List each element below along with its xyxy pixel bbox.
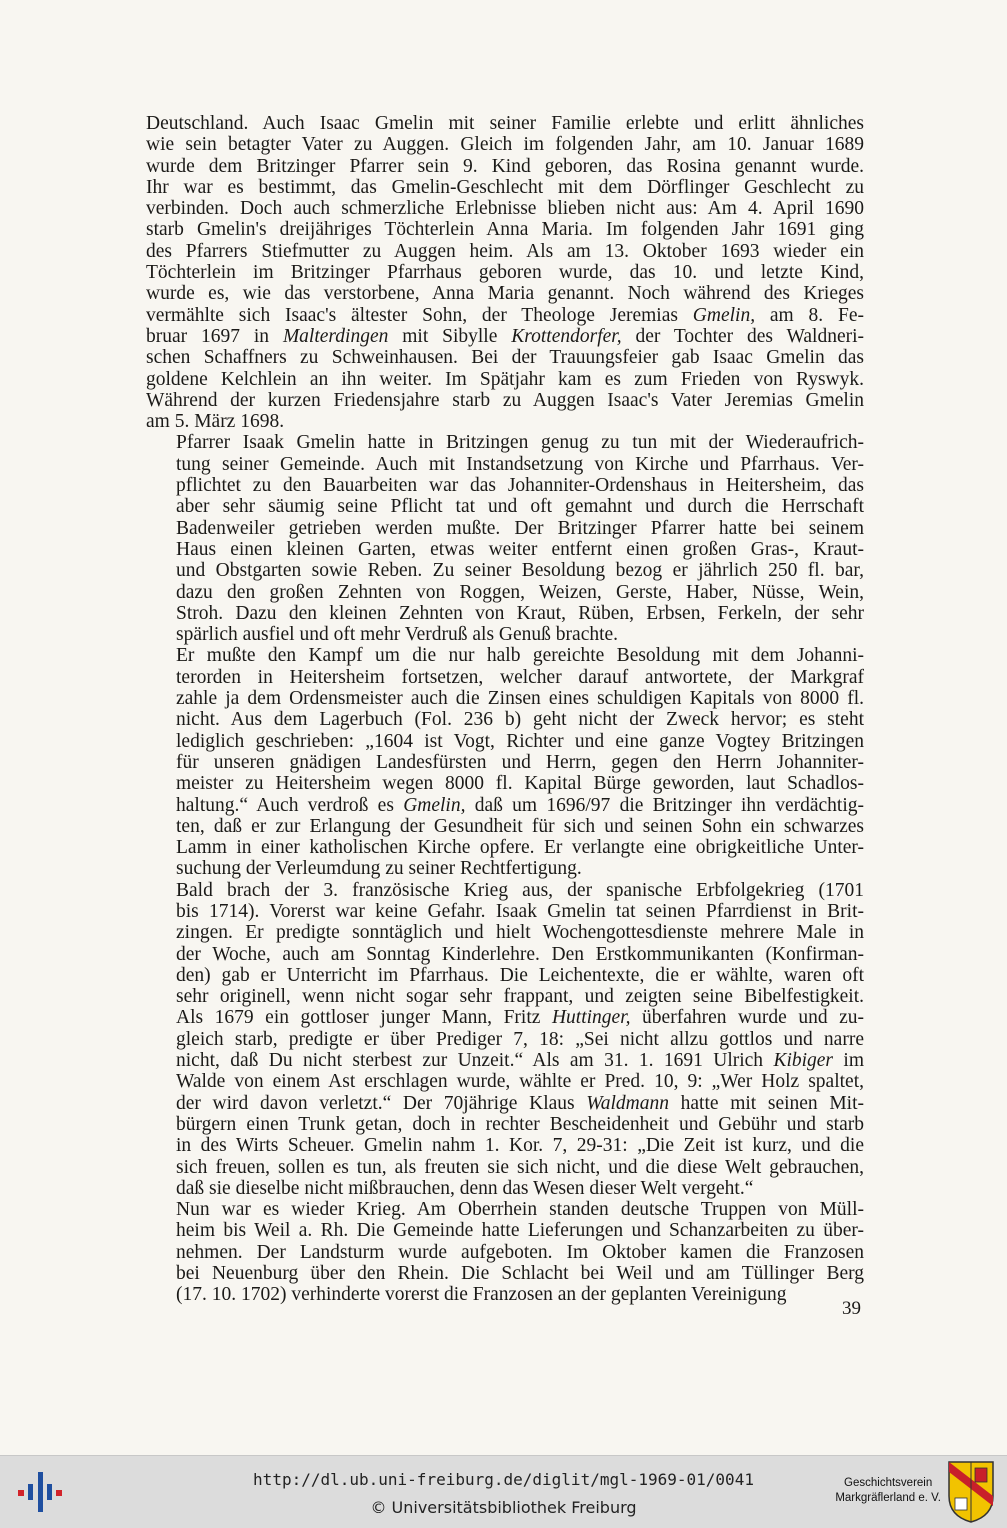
text-line: spärlich ausfiel und oft mehr Verdruß als Genuß brachte. [176,624,619,646]
text-line: pflichtet zu den Bauarbeiten war das Johanniter-Ordenshaus in Heitersheim, das [176,475,864,497]
text-line: vermählte sich Isaac's ältester Sohn, der Theologe Jeremias Gmelin, am 8. Fe- [146,304,864,326]
paragraph [146,880,864,1199]
text-line: und Obstgarten sowie Reben. Zu seiner Besoldung bezog er jährlich 250 fl. bar, [176,560,864,582]
body-text [146,113,864,1306]
text-line: daß sie dieselbe nicht mißbrauchen, denn das Wesen dieser Welt vergeht.“ [176,1177,754,1199]
paragraph [146,645,864,879]
text-line: am 5. März 1698. [146,411,285,433]
text-line: bürgern einen Trunk getan, doch in rechter Bescheidenheit und Gebühr und starb [176,1113,864,1135]
text-line: sehr originell, wenn nicht sogar sehr frappant, und zeigten seine Bibelfestigkeit. [176,986,864,1008]
text-line: Deutschland. Auch Isaac Gmelin mit seiner Familie erlebte und erlitt ähnliches [146,113,864,134]
text-line: zahle ja dem Ordensmeister auch die Zinsen eines schuldigen Kapitals von 8000 fl. [176,688,864,710]
text-line: wurde es, wie das verstorbene, Anna Maria genannt. Noch während des Krieges [146,283,864,305]
text-line: Töchterlein im Britzinger Pfarrhaus geboren wurde, das 10. und letzte Kind, [146,262,864,284]
text-line: Nun war es wieder Krieg. Am Oberrhein standen deutsche Truppen von Müll- [176,1199,864,1221]
text-line: bei Neuenburg über den Rhein. Die Schlacht bei Weil und am Tüllinger Berg [176,1263,864,1285]
text-line: terorden in Heitersheim fortsetzen, welcher darauf antwortete, der Markgraf [176,666,864,688]
text-line: den) gab er Unterricht im Pfarrhaus. Die Leichentexte, die er wählte, waren oft [176,964,864,986]
text-line: ten, daß er zur Erlangung der Gesundheit für sich und seinen Sohn ein schwarzes [176,815,864,837]
text-line: Haus einen kleinen Garten, etwas weiter entfernt einen großen Gras-, Kraut- [176,538,864,560]
text-line: starb Gmelin's dreijähriges Töchterlein Anna Maria. Im folgenden Jahr 1691 ging [146,219,864,241]
text-line: haltung.“ Auch verdroß es Gmelin, daß um 1696/97 die Britzinger ihn verdächtig- [176,794,864,816]
paragraph [146,113,864,432]
text-line: wie sein betagter Vater zu Auggen. Gleich im folgenden Jahr, am 10. Januar 1689 [146,134,864,156]
text-line: Ihr war es bestimmt, das Gmelin-Geschlecht mit dem Dörflinger Geschlecht zu [146,176,864,198]
text-line: schen Schaffners zu Schweinhausen. Bei der Trauungsfeier gab Isaac Gmelin das [146,347,864,369]
italic-name: Waldmann [586,1092,669,1114]
society-name [835,1476,941,1506]
paragraph [146,1199,864,1305]
text-line: nicht. Aus dem Lagerbuch (Fol. 236 b) geht nicht der Zweck hervor; es steht [176,709,864,731]
text-line: heim bis Weil a. Rh. Die Gemeinde hatte Lieferungen und Schanzarbeiten zu über- [176,1220,864,1242]
italic-name: Huttinger, [551,1007,631,1029]
coat-of-arms-icon [947,1460,995,1524]
source-url-link[interactable]: http://dl.ub.uni-freiburg.de/diglit/mgl-1969-01/0041 [253,1470,754,1489]
text-line: Während der kurzen Friedensjahre starb zu Auggen Isaac's Vater Jeremias Gmelin [146,389,864,411]
text-line: wurde dem Britzinger Pfarrer sein 9. Kind geboren, das Rosina genannt wurde. [146,155,864,177]
text-line: dazu den großen Zehnten von Roggen, Weizen, Gerste, Haber, Nüsse, Wein, [176,581,864,603]
text-line: Lamm in einer katholischen Kirche opfere. Er verlangte eine obrigkeitliche Unter- [176,837,864,859]
page-number: 39 [842,1298,861,1319]
society-name-line1: Geschichtsverein [844,1477,933,1489]
text-line: der Woche, auch am Sonntag Kinderlehre. Den Erstkommunikanten (Konfirman- [176,943,864,965]
society-name-line2: Markgräflerland e. V. [835,1492,941,1504]
text-line: bis 1714). Vorerst war keine Gefahr. Isaak Gmelin tat seinen Pfarrdienst in Brit- [176,900,864,922]
italic-name: Gmelin, [403,794,466,816]
text-line: aber sehr säumig seine Pflicht tat und oft gemahnt und durch die Herrschaft [176,496,864,518]
text-line: Er mußte den Kampf um die nur halb gereichte Besoldung mit dem Johanni- [176,645,864,667]
italic-name: Krottendorfer, [511,325,622,347]
text-line: Bald brach der 3. französische Krieg aus, der spanische Erbfolgekrieg (1701 [176,879,864,901]
italic-name: Malterdingen [282,325,389,347]
text-line: für unseren gnädigen Landesfürsten und Herrn, gegen den Herrn Johanniter- [176,751,864,773]
text-line: zingen. Er predigte sonntäglich und hielt Wochengottesdienste mehrere Male in [176,922,864,944]
text-line: goldene Kelchlein an ihn weiter. Im Spätjahr kam es zum Frieden von Ryswyk. [146,368,864,390]
text-line: sich freuen, sollen es tun, als freuten sie sich nicht, und die diese Welt gebrauchen, [176,1156,864,1178]
text-line: der wird davon verletzt.“ Der 70jährige Klaus Waldmann hatte mit seinen Mit- [176,1092,864,1114]
text-line: nicht, daß Du nicht sterbest zur Unzeit.“ Als am 31. 1. 1691 Ulrich Kibiger im [176,1050,864,1072]
text-line: tung seiner Gemeinde. Auch mit Instandsetzung von Kirche und Pfarrhaus. Ver- [176,453,864,475]
text-line: des Pfarrers Stiefmutter zu Auggen heim. Als am 13. Oktober 1693 wieder ein [146,240,864,262]
text-line: in des Wirts Scheuer. Gmelin nahm 1. Kor. 7, 29-31: „Die Zeit ist kurz, und die [176,1135,864,1157]
text-line: Pfarrer Isaak Gmelin hatte in Britzingen genug zu tun mit der Wiederaufrich- [176,432,864,454]
text-line: nehmen. Der Landsturm wurde aufgeboten. Im Oktober kamen die Franzosen [176,1241,864,1263]
text-line: lediglich geschrieben: „1604 ist Vogt, Richter und eine ganze Vogtey Britzingen [176,730,864,752]
text-line: suchung der Verleumdung zu seiner Rechtfertigung. [176,858,582,880]
copyright-text: © Universitätsbibliothek Freiburg [370,1498,637,1517]
text-line: Walde von einem Ast erschlagen wurde, wählte er Pred. 10, 9: „Wer Holz spaltet, [176,1071,864,1093]
viewer-footer [0,1455,1007,1528]
text-line: meister zu Heitersheim wegen 8000 fl. Kapital Bürge geworden, laut Schadlos- [176,773,864,795]
text-line: bruar 1697 in Malterdingen mit Sibylle Krottendorfer, der Tochter des Waldneri- [146,325,865,347]
text-line: gleich starb, predigte er über Prediger 7, 18: „Sei nicht allzu gottlos und narre [176,1028,864,1050]
text-line: (17. 10. 1702) verhinderte vorerst die Franzosen an der geplanten Vereinigung [176,1284,787,1306]
paragraph [146,432,864,645]
text-line: Badenweiler getrieben werden mußte. Der Britzinger Pfarrer hatte bei seinem [176,517,864,539]
italic-name: Kibiger [773,1050,834,1072]
text-line: Stroh. Dazu den kleinen Zehnten von Kraut, Rüben, Erbsen, Ferkeln, der sehr [176,602,864,624]
text-line: Als 1679 ein gottloser junger Mann, Fritz Huttinger, überfahren wurde und zu- [176,1007,865,1029]
italic-name: Gmelin, [692,304,756,326]
text-line: verbinden. Doch auch schmerzliche Erlebnisse blieben nicht aus: Am 4. April 1690 [146,198,864,220]
